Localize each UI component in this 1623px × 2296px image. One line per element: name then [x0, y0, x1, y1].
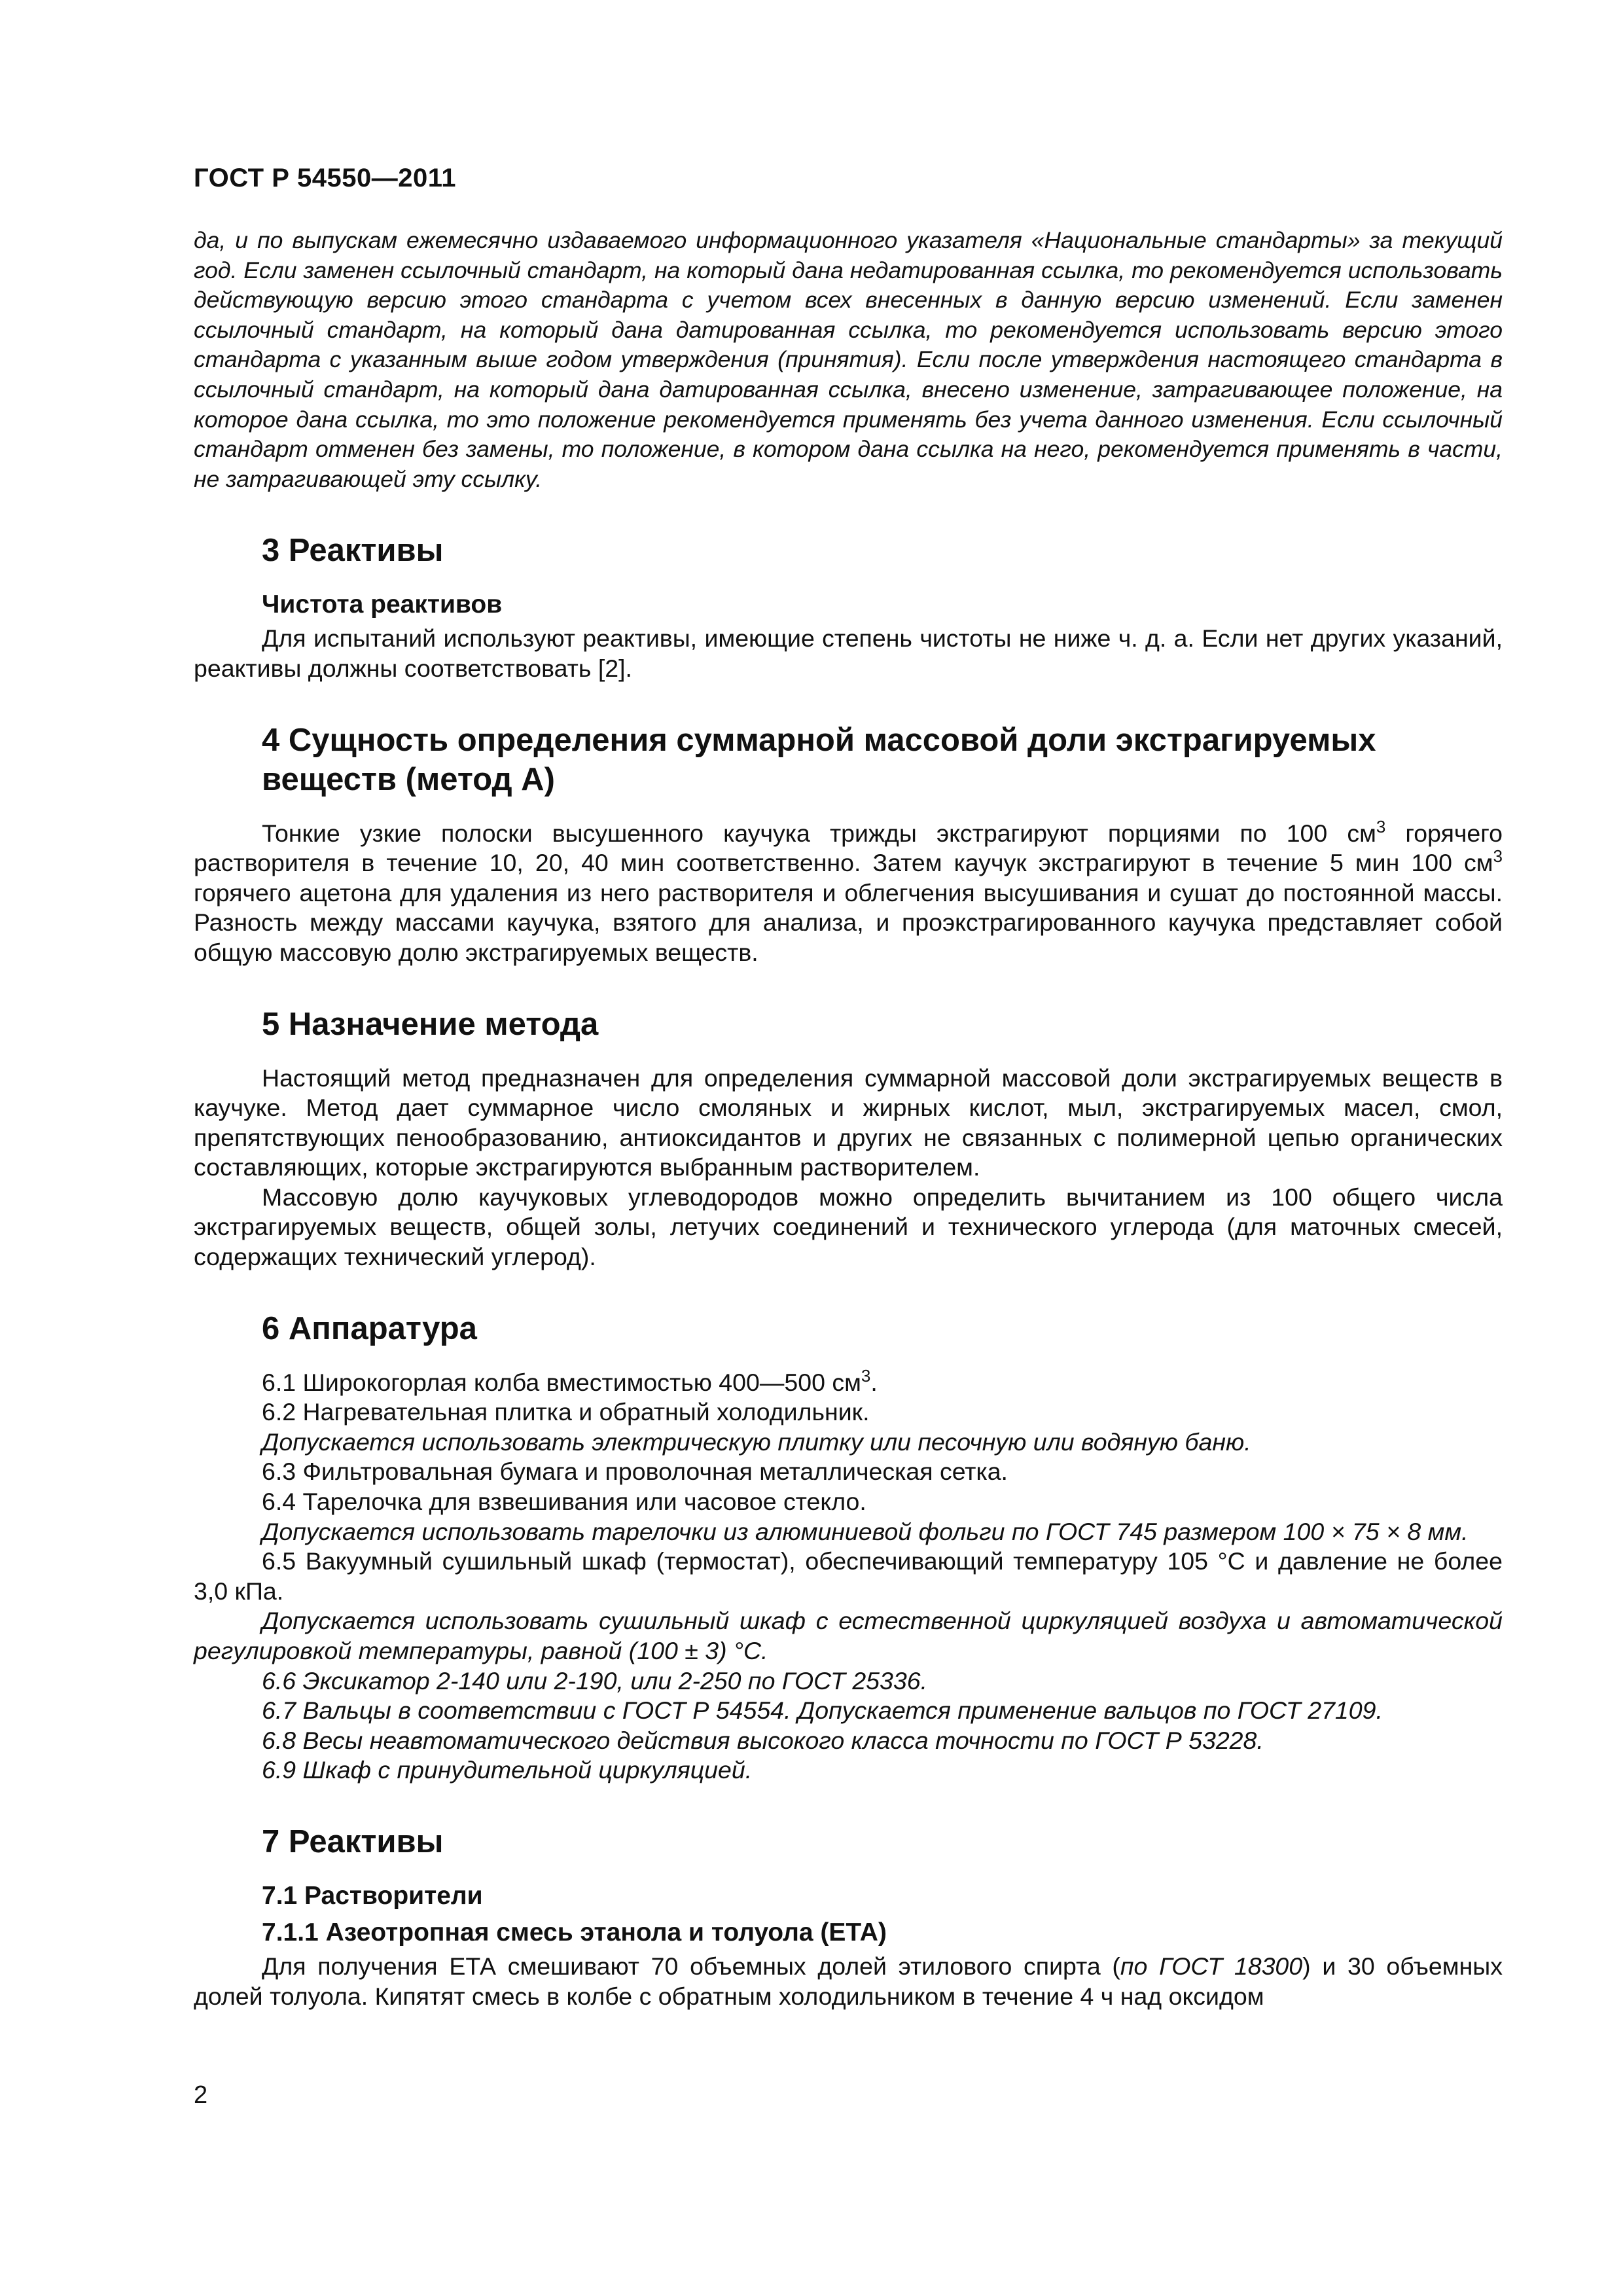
section-7-text-part-1: Для получения ЕТА смешивают 70 объемных долей этилового спирта ( — [262, 1952, 1120, 1980]
superscript-3: 3 — [861, 1365, 871, 1386]
item-6-1 — [194, 1365, 1503, 1398]
item-6-4: 6.4 Тарелочка для взвешивания или часовое стекло. — [262, 1488, 866, 1516]
section-5-paragraph-2: Массовую долю каучуковых углеводородов можно определить вычитанием из 100 общего числа экстрагируемых веществ, общей золы, летучих соединений и технического углерода (для маточных смесей, содержащих технический углерод). — [194, 1183, 1503, 1271]
section-7-title: 7 Реактивы — [262, 1823, 444, 1859]
section-3-paragraph: Для испытаний используют реактивы, имеющие степень чистоты не ниже ч. д. а. Если нет других указаний, реактивы должны соответствовать [2]. — [194, 624, 1503, 682]
note-6-4: Допускается использовать тарелочки из алюминиевой фольги по ГОСТ 745 размером 100 × 75 × 8 мм. — [262, 1517, 1469, 1545]
document-code-header: ГОСТ Р 54550—2011 — [194, 164, 456, 192]
subsection-7-1-1-title: 7.1.1 Азеотропная смесь этанола и толуола (ЕТА) — [262, 1918, 887, 1946]
item-6-7: 6.7 Вальцы в соответствии с ГОСТ Р 54554. Допускается применение вальцов по ГОСТ 27109. — [262, 1696, 1383, 1725]
item-6-5: 6.5 Вакуумный сушильный шкаф (термостат), обеспечивающий температуру 105 °С и давление не более 3,0 кПа. — [194, 1547, 1503, 1605]
note-6-2: Допускается использовать электрическую плитку или песочную или водяную баню. — [262, 1427, 1251, 1456]
subsection-7-1-title: 7.1 Растворители — [262, 1881, 483, 1910]
section-6-title: 6 Аппаратура — [262, 1310, 477, 1346]
section-4-text-part-1: Тонкие узкие полоски высушенного каучука трижды экстрагируют порциями по 100 см — [262, 819, 1376, 847]
section-3-title: 3 Реактивы — [262, 533, 444, 569]
section-4-text-part-2: горячего растворителя в течение 10, 20, 40 мин соответственно. Затем каучук экстрагируют в течение 5 мин 100 см — [194, 819, 1503, 877]
intro-paragraph: да, и по выпускам ежемесячно издаваемого информационного указателя «Национальные стандарты» за текущий год. Если заменен ссылочный стандарт, на который дана недатированная ссылка, то рекомендуется использовать действующую версию этого стандарта с учетом всех внесенных в данную версию изменений. Если заменен ссылочный стандарт, на который дана датированная ссылка, то рекомендуется использовать версию этого стандарта с указанным выше годом утверждения (принятия). Если после утверждения настоящего стандарта в ссылочный стандарт, на который дана датированная ссылка, внесено изменение, затрагивающее положение, на которое дана ссылка, то это положение рекомендуется применять без учета данного изменения. Если ссылочный стандарт отменен без замены, то положение, в котором дана ссылка на него, рекомендуется применять в части, не затрагивающей эту ссылку. — [194, 227, 1503, 492]
item-6-6: 6.6 Эксикатор 2-140 или 2-190, или 2-250 по ГОСТ 25336. — [262, 1666, 928, 1695]
gost-reference: по ГОСТ 18300 — [1120, 1952, 1303, 1980]
section-4-text-part-3: горячего ацетона для удаления из него растворителя и облегчения высушивания и сушат до постоянной массы. Разность между массами каучука, взятого для анализа, и проэкстрагированного каучука представляет собой общую массовую долю экстрагируемых веществ. — [194, 878, 1503, 966]
superscript-3: 3 — [1376, 816, 1386, 836]
document-body — [194, 226, 1503, 2011]
section-3-subtitle: Чистота реактивов — [262, 590, 503, 619]
section-4-paragraph — [194, 816, 1503, 968]
item-6-1-end: . — [870, 1368, 878, 1396]
item-6-8: 6.8 Весы неавтоматического действия высокого класса точности по ГОСТ Р 53228. — [262, 1726, 1264, 1754]
item-6-1-text: 6.1 Широкогорлая колба вместимостью 400—500 см — [262, 1368, 861, 1396]
page-number: 2 — [194, 2081, 208, 2109]
item-6-3: 6.3 Фильтровальная бумага и проволочная металлическая сетка. — [262, 1458, 1008, 1486]
note-6-5: Допускается использовать сушильный шкаф с естественной циркуляцией воздуха и автоматической регулировкой температуры, равной (100 ± 3) °С. — [194, 1607, 1503, 1664]
item-6-2: 6.2 Нагревательная плитка и обратный холодильник. — [262, 1398, 870, 1426]
section-5-paragraph-1: Настоящий метод предназначен для определения суммарной массовой доли экстрагируемых веществ в каучуке. Метод дает суммарное число смоляных и жирных кислот, мыл, экстрагируемых масел, смол, препятствующих пенообразованию, антиоксидантов и других не связанных с полимерной цепью органических составляющих, которые экстрагируются выбранным растворителем. — [194, 1064, 1503, 1181]
item-6-9: 6.9 Шкаф с принудительной циркуляцией. — [262, 1756, 753, 1784]
superscript-3: 3 — [1493, 846, 1503, 867]
section-4-title: 4 Сущность определения суммарной массовой доли экстрагируемых веществ (метод А) — [262, 722, 1376, 797]
section-7-paragraph — [194, 1952, 1503, 2011]
section-7-text-part-2: ) и 30 объемных долей толуола. Кипятят смесь в колбе с обратным холодильником в течение 4 ч над оксидом — [194, 1952, 1503, 2010]
section-5-title: 5 Назначение метода — [262, 1006, 599, 1042]
